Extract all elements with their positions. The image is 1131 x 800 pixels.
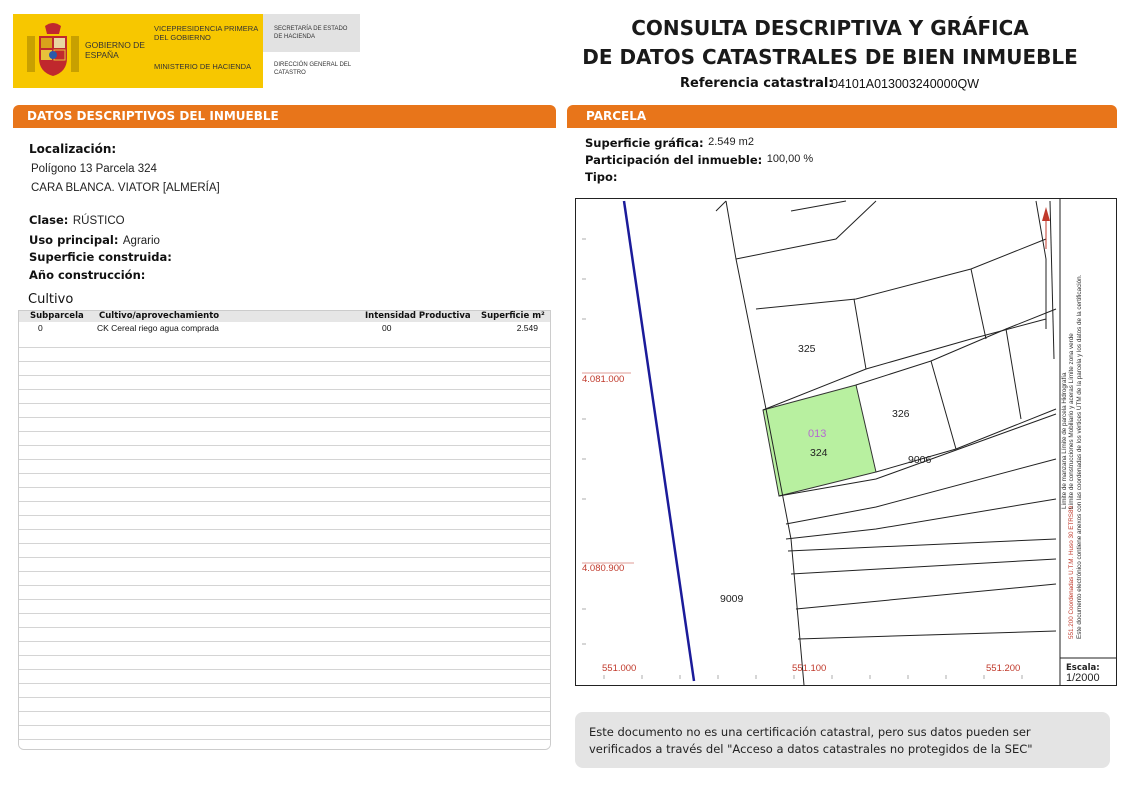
parcela-section-header: PARCELA (567, 105, 1117, 126)
ministerio-label: MINISTERIO DE HACIENDA (154, 62, 252, 71)
clase-value: RÚSTICO (72, 215, 125, 227)
y-label-4081000: 4.081.000 (582, 374, 625, 385)
disclaimer-note: Este documento no es una certificación catastral, pero sus datos pueden ser verificados a través del "Acceso a datos catastrales no protegidos de la SEC" (575, 712, 1110, 768)
cultivo-table-header (19, 311, 550, 322)
cultivo-title: Cultivo (28, 292, 74, 307)
participacion-row (585, 151, 813, 169)
vicepresidencia-label: VICEPRESIDENCIA PRIMERA DEL GOBIERNO (154, 24, 258, 42)
x-label-551200: 551.200 (986, 663, 1021, 674)
label-326: 326 (892, 408, 910, 420)
label-9009: 9009 (720, 593, 744, 605)
datos-section-rule (13, 126, 556, 128)
datos-section-header: DATOS DESCRIPTIVOS DEL INMUEBLE (13, 105, 556, 126)
cell-subparcela: 0 (38, 323, 43, 333)
direccion-label: DIRECCIÓN GENERAL DEL CATASTRO (274, 62, 351, 76)
road-line (624, 201, 694, 681)
superficie-grafica-label: Superficie gráfica: (585, 136, 704, 150)
parcela-section-rule (567, 126, 1117, 128)
participacion-value: 100,00 % (766, 153, 814, 165)
secretaria-label: SECRETARÍA DE ESTADO DE HACIENDA (274, 26, 348, 40)
table-empty-rows (19, 334, 550, 749)
col-subparcela: Subparcela (30, 311, 84, 321)
uso-value: Agrario (122, 235, 160, 247)
label-324: 324 (810, 447, 828, 459)
col-cultivo: Cultivo/aprovechamiento (99, 311, 220, 321)
x-label-551100: 551.100 (792, 663, 827, 674)
cell-cultivo: CK Cereal riego agua comprada (97, 323, 219, 333)
clase-row (29, 211, 125, 229)
ref-catastral-label: Referencia catastral: (680, 76, 834, 91)
map-drawing (576, 199, 1116, 685)
secretaria-block (263, 14, 360, 52)
superficie-grafica-value: 2.549 m2 (708, 136, 754, 148)
escala-value: 1/2000 (1066, 672, 1100, 684)
uso-row (29, 231, 160, 249)
col-superficie: Superficie m² (481, 311, 545, 321)
tipo-label: Tipo: (585, 170, 618, 184)
escala-label: Escala: (1066, 663, 1100, 673)
clase-label: Clase: (29, 213, 69, 227)
legend-line-1: Límite de manzana Límite de parcela Hidrografía (1061, 372, 1068, 509)
anio-construccion-label: Año construcción: (29, 268, 146, 282)
cell-intensidad: 00 (382, 323, 392, 333)
localizacion-line-2: CARA BLANCA. VIATOR [ALMERÍA] (31, 182, 220, 194)
participacion-label: Participación del inmueble: (585, 153, 763, 167)
page-title (560, 14, 1100, 72)
y-label-4080900: 4.080.900 (582, 563, 625, 574)
parcel-map[interactable] (575, 198, 1117, 686)
map-legend (1061, 274, 1083, 639)
gobierno-label: GOBIERNO DE ESPAÑA (85, 40, 145, 60)
parcel-boundaries (716, 201, 1056, 685)
title-line-2: DE DATOS CATASTRALES DE BIEN INMUEBLE (582, 45, 1078, 69)
legend-line-4: Este documento electrónico contiene anexos con las coordenadas de los vértices UTM de la parcela y los datos de la certificación. (1076, 274, 1083, 639)
label-9006: 9006 (908, 454, 932, 466)
localizacion-label: Localización: (29, 142, 117, 156)
coat-of-arms-icon (23, 22, 83, 80)
gobierno-logo (13, 14, 263, 88)
cell-superficie: 2.549 (516, 323, 538, 333)
cultivo-table (18, 310, 551, 750)
uso-label: Uso principal: (29, 233, 119, 247)
localizacion-line-1: Polígono 13 Parcela 324 (31, 163, 157, 175)
title-line-1: CONSULTA DESCRIPTIVA Y GRÁFICA (631, 16, 1029, 40)
label-013: 013 (808, 428, 827, 440)
table-row (19, 322, 550, 334)
superficie-construida-label: Superficie construida: (29, 250, 172, 264)
ref-catastral-value[interactable]: 04101A013003240000QW (831, 77, 980, 91)
superficie-grafica-row (585, 134, 754, 152)
legend-coordinates: 551.200 Coordenadas U.T.M. Huso 30 ETRS89 (1068, 505, 1075, 639)
label-325: 325 (798, 343, 816, 355)
legend-line-2: Límite de construcciones Mobiliario y aceras Límite zona verde (1068, 333, 1075, 509)
col-intensidad: Intensidad Productiva (365, 311, 471, 321)
x-label-551000: 551.000 (602, 663, 637, 674)
